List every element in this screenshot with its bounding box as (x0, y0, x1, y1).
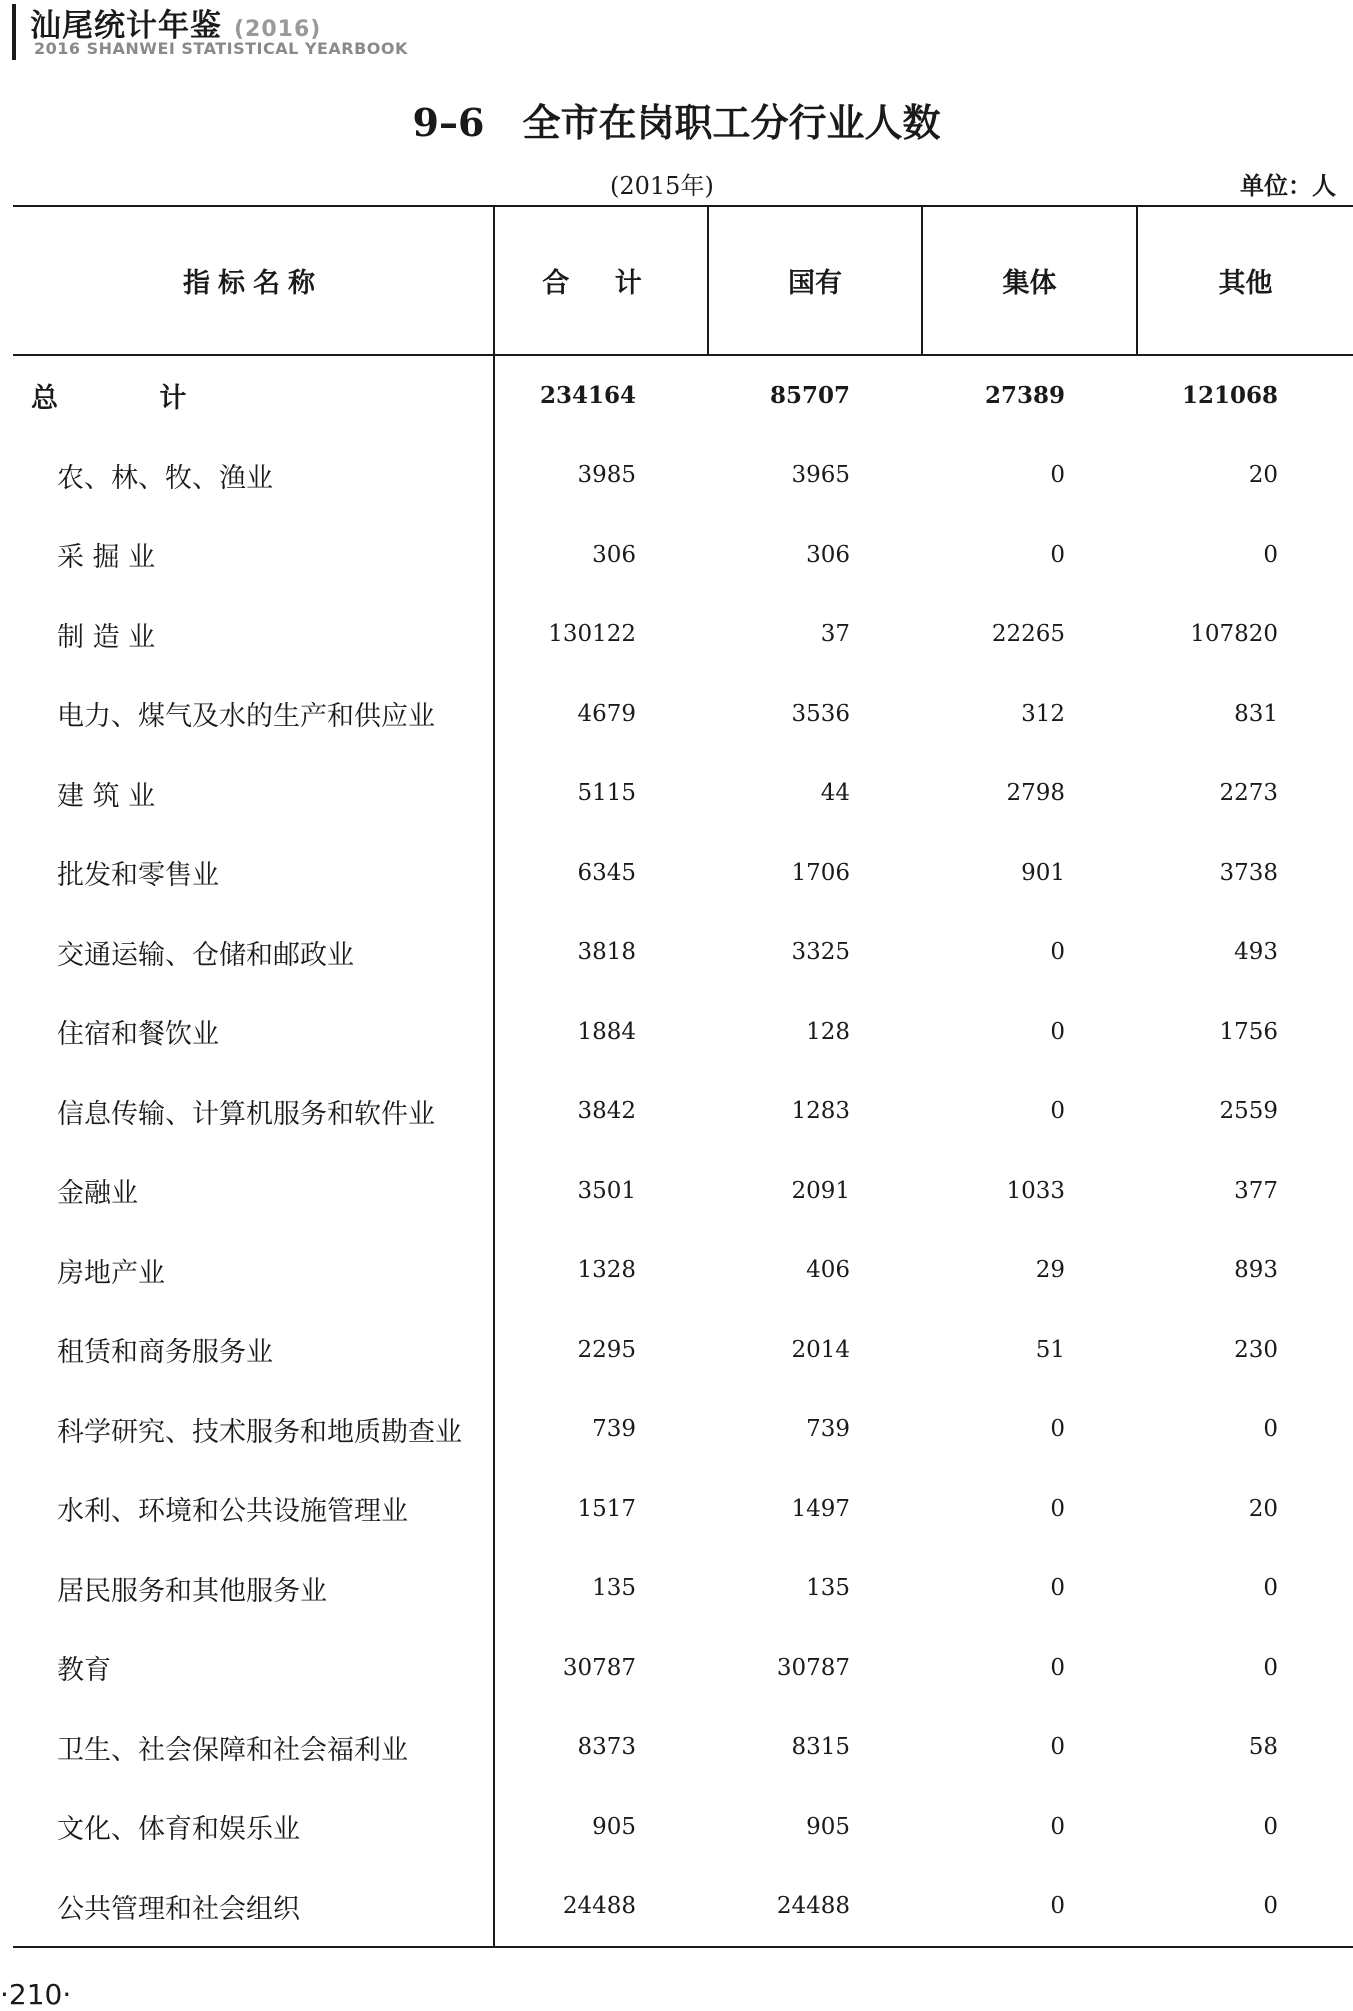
cell-total: 6345 (577, 859, 636, 886)
cell-state-owned: 1497 (791, 1495, 850, 1522)
year-note: (2015年) (610, 172, 714, 200)
unit-label: 单位：人 (1240, 171, 1336, 200)
cell-total: 1517 (577, 1495, 636, 1522)
row-indicator-name: 总 计 (13, 355, 494, 436)
column-header-total: 合 计 (494, 206, 708, 355)
row-indicator-name: 采 掘 业 (13, 515, 494, 595)
book-title-text: 汕尾统计年鉴 (30, 8, 222, 44)
cell-state-owned: 3965 (791, 462, 850, 489)
cell-other: 831 (1234, 700, 1278, 727)
table-row (13, 833, 1353, 913)
cell-other: 230 (1234, 1336, 1278, 1363)
cell-total: 3985 (577, 462, 636, 489)
row-indicator-name: 金融业 (13, 1151, 494, 1231)
cell-state-owned: 2091 (791, 1177, 850, 1204)
cell-state-owned: 2014 (791, 1336, 850, 1363)
cell-total: 130122 (548, 621, 636, 648)
table-row (13, 754, 1353, 834)
row-indicator-name: 房地产业 (13, 1231, 494, 1311)
table-row (13, 1469, 1353, 1549)
cell-total: 8373 (577, 1734, 636, 1761)
cell-collective: 0 (922, 1867, 1137, 1948)
row-indicator-name: 批发和零售业 (13, 833, 494, 913)
cell-other: 0 (1263, 541, 1278, 568)
row-indicator-name: 交通运输、仓储和邮政业 (13, 913, 494, 993)
row-indicator-name: 租赁和商务服务业 (13, 1310, 494, 1390)
row-indicator-name: 制 造 业 (13, 595, 494, 675)
row-indicator-name: 文化、体育和娱乐业 (13, 1787, 494, 1867)
row-indicator-name: 居民服务和其他服务业 (13, 1549, 494, 1629)
cell-other: 58 (1248, 1734, 1278, 1761)
table-header-row (13, 206, 1353, 355)
cell-state-owned: 44 (820, 780, 850, 807)
cell-other: 0 (1263, 1654, 1278, 1681)
cell-collective: 51 (1035, 1336, 1065, 1363)
cell-other: 3738 (1219, 859, 1278, 886)
cell-collective: 0 (1050, 1734, 1065, 1761)
cell-state-owned: 128 (806, 1018, 850, 1045)
cell-collective: 312 (1021, 700, 1065, 727)
cell-collective: 22265 (991, 621, 1065, 648)
cell-other: 0 (1263, 1416, 1278, 1443)
cell-total: 135 (592, 1575, 636, 1602)
cell-total: 24488 (494, 1867, 708, 1948)
page-number: ·210· (0, 1978, 72, 2011)
column-header-collective: 集体 (922, 206, 1137, 355)
cell-other: 107820 (1190, 621, 1278, 648)
cell-collective: 0 (1050, 462, 1065, 489)
cell-collective: 0 (1050, 1416, 1065, 1443)
table-row (13, 595, 1353, 675)
cell-collective: 2798 (1006, 780, 1065, 807)
header-rule (12, 4, 16, 60)
cell-other: 20 (1248, 1495, 1278, 1522)
running-header (0, 0, 440, 62)
cell-total: 3501 (577, 1177, 636, 1204)
row-indicator-name: 水利、环境和公共设施管理业 (13, 1469, 494, 1549)
cell-other: 893 (1234, 1257, 1278, 1284)
cell-total: 3818 (577, 939, 636, 966)
row-indicator-name: 电力、煤气及水的生产和供应业 (13, 674, 494, 754)
cell-state-owned: 306 (806, 541, 850, 568)
table-body (13, 355, 1353, 1947)
row-indicator-name: 公共管理和社会组织 (13, 1867, 494, 1948)
cell-state-owned: 85707 (769, 382, 850, 410)
cell-total: 2295 (577, 1336, 636, 1363)
column-header-other: 其他 (1137, 206, 1353, 355)
cell-state-owned: 406 (806, 1257, 850, 1284)
cell-other: 20 (1248, 462, 1278, 489)
cell-other: 2559 (1219, 1098, 1278, 1125)
cell-other: 493 (1234, 939, 1278, 966)
cell-other: 1756 (1219, 1018, 1278, 1045)
table-row (13, 436, 1353, 516)
row-indicator-name: 教育 (13, 1628, 494, 1708)
row-indicator-name: 科学研究、技术服务和地质勘查业 (13, 1390, 494, 1470)
table-row (13, 1151, 1353, 1231)
table-row (13, 1231, 1353, 1311)
cell-state-owned: 37 (820, 621, 850, 648)
table-row (13, 1310, 1353, 1390)
cell-total: 1328 (577, 1257, 636, 1284)
cell-other: 121068 (1181, 382, 1278, 410)
cell-total: 4679 (577, 700, 636, 727)
cell-total: 306 (592, 541, 636, 568)
cell-collective: 1033 (1006, 1177, 1065, 1204)
cell-other: 0 (1263, 1813, 1278, 1840)
cell-other: 0 (1263, 1575, 1278, 1602)
cell-collective: 0 (1050, 541, 1065, 568)
column-header-indicator: 指标名称 (13, 206, 494, 355)
cell-total: 739 (592, 1416, 636, 1443)
table-row (13, 992, 1353, 1072)
table-row (13, 1787, 1353, 1867)
cell-other: 0 (1137, 1867, 1353, 1948)
row-indicator-name: 卫生、社会保障和社会福利业 (13, 1708, 494, 1788)
cell-collective: 27389 (984, 382, 1065, 410)
row-indicator-name: 建 筑 业 (13, 754, 494, 834)
table-row (13, 1628, 1353, 1708)
cell-state-owned: 3536 (791, 700, 850, 727)
row-indicator-name: 住宿和餐饮业 (13, 992, 494, 1072)
cell-state-owned: 8315 (791, 1734, 850, 1761)
table-row (13, 674, 1353, 754)
cell-total: 3842 (577, 1098, 636, 1125)
cell-total: 905 (592, 1813, 636, 1840)
cell-collective: 0 (1050, 1098, 1065, 1125)
cell-total: 30787 (562, 1654, 636, 1681)
table-title (0, 92, 1353, 147)
cell-collective: 0 (1050, 1575, 1065, 1602)
employment-table (13, 205, 1353, 1948)
table-row (13, 1549, 1353, 1629)
cell-state-owned: 3325 (791, 939, 850, 966)
book-year: (2016) (234, 17, 322, 42)
cell-collective: 0 (1050, 1654, 1065, 1681)
cell-state-owned: 739 (806, 1416, 850, 1443)
cell-collective: 0 (1050, 1018, 1065, 1045)
cell-collective: 29 (1035, 1257, 1065, 1284)
cell-state-owned: 135 (806, 1575, 850, 1602)
cell-state-owned: 24488 (708, 1867, 922, 1948)
table-row (13, 1867, 1353, 1948)
table-row (13, 1072, 1353, 1152)
table-row (13, 913, 1353, 993)
cell-collective: 0 (1050, 1495, 1065, 1522)
table-row-total (13, 355, 1353, 436)
cell-other: 377 (1234, 1177, 1278, 1204)
table-row (13, 515, 1353, 595)
cell-collective: 0 (1050, 939, 1065, 966)
column-header-state-owned: 国有 (708, 206, 922, 355)
cell-state-owned: 1283 (791, 1098, 850, 1125)
cell-state-owned: 30787 (776, 1654, 850, 1681)
cell-total: 234164 (539, 382, 636, 410)
table-row (13, 1708, 1353, 1788)
row-indicator-name: 信息传输、计算机服务和软件业 (13, 1072, 494, 1152)
cell-total: 5115 (577, 780, 636, 807)
cell-state-owned: 905 (806, 1813, 850, 1840)
cell-collective: 0 (1050, 1813, 1065, 1840)
cell-total: 1884 (577, 1018, 636, 1045)
cell-state-owned: 1706 (791, 859, 850, 886)
table-row (13, 1390, 1353, 1470)
table-title-text: 全市在岗职工分行业人数 (522, 100, 941, 145)
book-title-en: 2016 SHANWEI STATISTICAL YEARBOOK (34, 39, 408, 58)
row-indicator-name: 农、林、牧、渔业 (13, 436, 494, 516)
table-number: 9–6 (412, 100, 485, 145)
cell-collective: 901 (1021, 859, 1065, 886)
cell-other: 2273 (1219, 780, 1278, 807)
